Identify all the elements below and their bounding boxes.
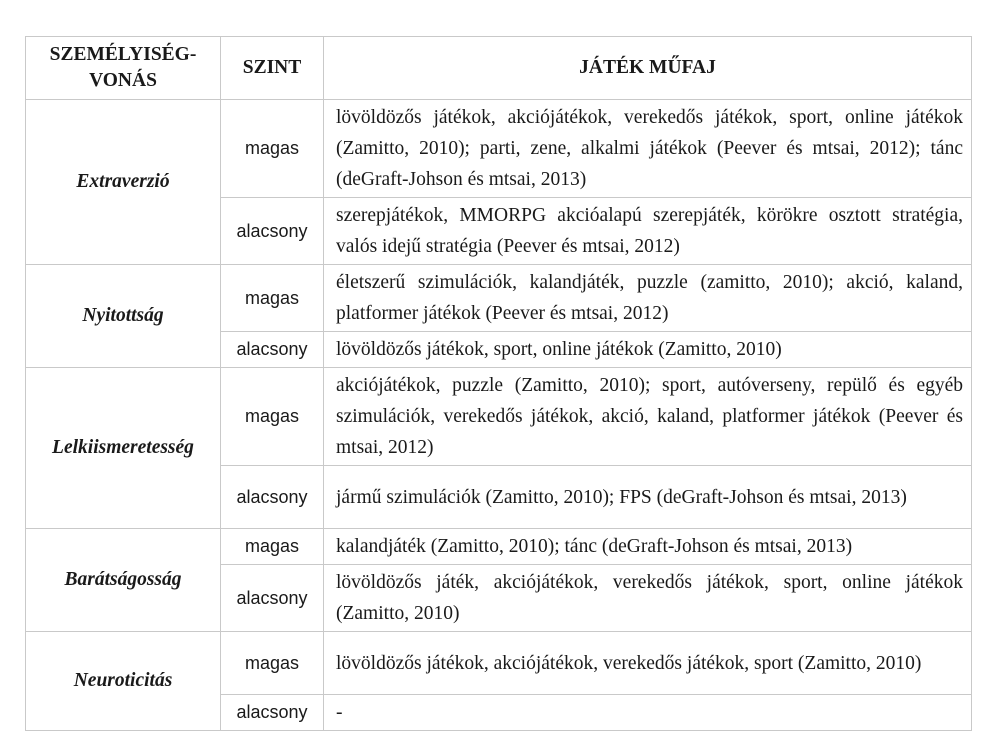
trait-cell: Neuroticitás xyxy=(26,632,221,731)
level-cell: magas xyxy=(221,100,324,198)
level-cell: alacsony xyxy=(221,565,324,632)
genre-cell: lövöldözős játékok, akciójátékok, verekedős játékok, sport (Zamitto, 2010) xyxy=(324,632,972,695)
trait-cell: Lelkiismeretesség xyxy=(26,368,221,529)
genre-cell: akciójátékok, puzzle (Zamitto, 2010); sport, autóverseny, repülő és egyéb szimulációk, verekedős játékok, akció, kaland, platformer játékok (Peever és mtsai, 2012) xyxy=(324,368,972,466)
level-cell: magas xyxy=(221,368,324,466)
header-trait: SZEMÉLYISÉG- VONÁS xyxy=(26,37,221,100)
trait-cell: Extraverzió xyxy=(26,100,221,265)
header-genre: JÁTÉK MŰFAJ xyxy=(324,37,972,100)
level-cell: magas xyxy=(221,529,324,565)
genre-cell: kalandjáték (Zamitto, 2010); tánc (deGraft-Johson és mtsai, 2013) xyxy=(324,529,972,565)
table-row xyxy=(26,100,972,198)
trait-cell: Nyitottság xyxy=(26,265,221,368)
genre-cell: - xyxy=(324,695,972,731)
genre-cell: életszerű szimulációk, kalandjáték, puzzle (zamitto, 2010); akció, kaland, platformer játékok (Peever és mtsai, 2012) xyxy=(324,265,972,332)
level-cell: alacsony xyxy=(221,695,324,731)
genre-cell: szerepjátékok, MMORPG akcióalapú szerepjáték, körökre osztott stratégia, valós idejű stratégia (Peever és mtsai, 2012) xyxy=(324,198,972,265)
level-cell: alacsony xyxy=(221,198,324,265)
level-cell: alacsony xyxy=(221,332,324,368)
personality-genre-table xyxy=(25,36,972,731)
header-row xyxy=(26,37,972,100)
trait-cell: Barátságosság xyxy=(26,529,221,632)
genre-cell: lövöldözős játékok, akciójátékok, verekedős játékok, sport, online játékok (Zamitto, 2010); parti, zene, alkalmi játékok (Peever és mtsai, 2012); tánc (deGraft-Johson és mtsai, 2013) xyxy=(324,100,972,198)
genre-cell: lövöldözős játékok, sport, online játékok (Zamitto, 2010) xyxy=(324,332,972,368)
genre-cell: jármű szimulációk (Zamitto, 2010); FPS (deGraft-Johson és mtsai, 2013) xyxy=(324,466,972,529)
header-level: SZINT xyxy=(221,37,324,100)
table-row xyxy=(26,368,972,466)
level-cell: magas xyxy=(221,265,324,332)
table-row xyxy=(26,632,972,695)
genre-cell: lövöldözős játék, akciójátékok, verekedős játékok, sport, online játékok (Zamitto, 2010) xyxy=(324,565,972,632)
table-row xyxy=(26,265,972,332)
level-cell: alacsony xyxy=(221,466,324,529)
level-cell: magas xyxy=(221,632,324,695)
table-row xyxy=(26,529,972,565)
